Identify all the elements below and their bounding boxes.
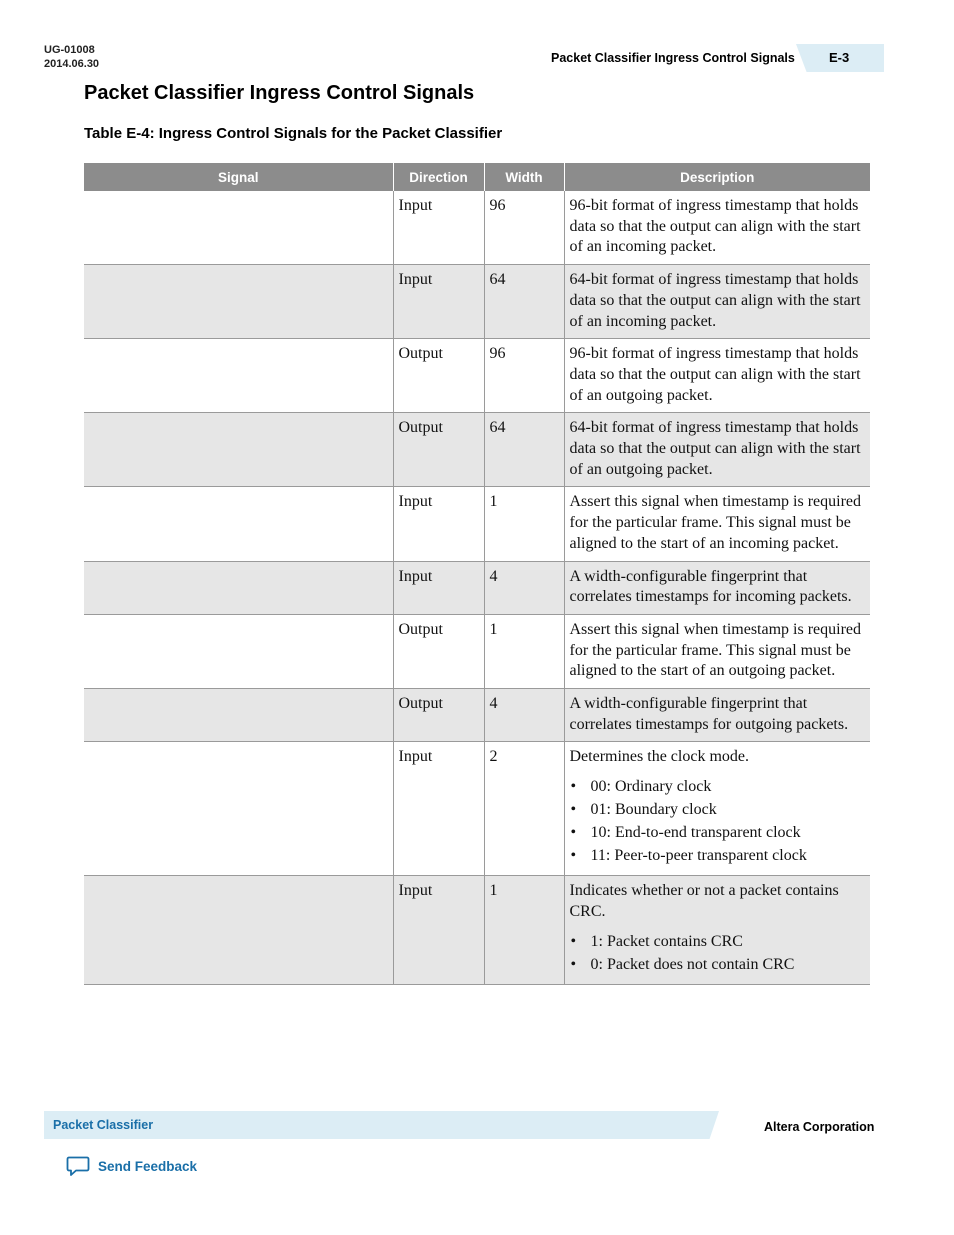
- width-cell: 4: [484, 561, 564, 614]
- signal-cell: [84, 876, 393, 984]
- document-id-block: [44, 43, 99, 71]
- description-text: 64-bit format of ingress timestamp that holds data so that the output can align with the start of an outgoing packet.: [569, 419, 861, 478]
- description-bullet: • 1: Packet contains CRC: [570, 932, 866, 953]
- description-cell: [564, 339, 870, 413]
- description-cell: [564, 614, 870, 688]
- description-bullet: • 10: End-to-end transparent clock: [570, 823, 866, 844]
- signals-table: [84, 163, 870, 985]
- signal-cell: [84, 191, 393, 265]
- description-text: A width-configurable fingerprint that correlates timestamps for incoming packets.: [569, 567, 852, 606]
- table-row: [84, 561, 870, 614]
- direction-cell: Output: [393, 614, 484, 688]
- description-cell: [564, 413, 870, 487]
- description-cell: [564, 689, 870, 742]
- description-bullet-list: [570, 932, 866, 976]
- width-cell: 96: [484, 191, 564, 265]
- description-text: 96-bit format of ingress timestamp that holds data so that the output can align with the start of an incoming packet.: [569, 197, 861, 256]
- direction-cell: Input: [393, 191, 484, 265]
- description-cell: [564, 742, 870, 876]
- description-text: Indicates whether or not a packet contains CRC.: [569, 882, 839, 920]
- description-text: Assert this signal when timestamp is required for the particular frame. This signal must be aligned to the start of an outgoing packet.: [569, 620, 862, 680]
- description-text: 96-bit format of ingress timestamp that holds data so that the output can align with the start of an outgoing packet.: [569, 345, 861, 404]
- send-feedback-link[interactable]: [66, 1155, 197, 1177]
- section-title: Packet Classifier Ingress Control Signals: [84, 82, 475, 104]
- table-row: [84, 265, 870, 339]
- direction-cell: Input: [393, 265, 484, 339]
- table-row: [84, 191, 870, 265]
- column-header-direction: Direction: [393, 163, 484, 191]
- description-bullet: • 00: Ordinary clock: [570, 777, 866, 798]
- direction-cell: Input: [393, 742, 484, 876]
- table-row: [84, 487, 870, 561]
- description-bullet: • 11: Peer-to-peer transparent clock: [570, 846, 866, 867]
- table-row: [84, 413, 870, 487]
- table-row: [84, 876, 870, 984]
- description-cell: [564, 876, 870, 984]
- table-caption: Table E-4: Ingress Control Signals for the Packet Classifier: [84, 125, 503, 142]
- document-id: UG-01008: [44, 44, 95, 56]
- direction-cell: Output: [393, 689, 484, 742]
- description-cell: [564, 191, 870, 265]
- description-bullet-list: [570, 777, 866, 867]
- description-text: 64-bit format of ingress timestamp that holds data so that the output can align with the start of an incoming packet.: [569, 271, 861, 330]
- signal-cell: [84, 487, 393, 561]
- width-cell: 96: [484, 339, 564, 413]
- width-cell: 1: [484, 876, 564, 984]
- document-date: 2014.06.30: [44, 58, 100, 70]
- direction-cell: Output: [393, 339, 484, 413]
- description-cell: [564, 487, 870, 561]
- signal-cell: [84, 689, 393, 742]
- table-row: [84, 614, 870, 688]
- table-row: [84, 339, 870, 413]
- direction-cell: Input: [393, 876, 484, 984]
- table-row: [84, 689, 870, 742]
- direction-cell: Output: [393, 413, 484, 487]
- width-cell: 64: [484, 265, 564, 339]
- running-header-title: Packet Classifier Ingress Control Signals: [551, 51, 795, 65]
- direction-cell: Input: [393, 487, 484, 561]
- column-header-description: Description: [564, 163, 870, 191]
- table-row: [84, 742, 870, 876]
- width-cell: 1: [484, 487, 564, 561]
- signal-cell: [84, 742, 393, 876]
- signal-cell: [84, 614, 393, 688]
- column-header-width: Width: [484, 163, 564, 191]
- description-text: Assert this signal when timestamp is required for the particular frame. This signal must be aligned to the start of an incoming packet.: [569, 493, 862, 552]
- footer-section-link[interactable]: Packet Classifier: [53, 1118, 154, 1132]
- send-feedback-label: Send Feedback: [98, 1158, 198, 1174]
- signal-cell: [84, 265, 393, 339]
- width-cell: 4: [484, 689, 564, 742]
- signal-cell: [84, 413, 393, 487]
- table-header-row: [84, 163, 870, 191]
- page-number: E-3: [829, 50, 850, 65]
- description-bullet: • 0: Packet does not contain CRC: [570, 955, 866, 976]
- width-cell: 1: [484, 614, 564, 688]
- speech-bubble-icon: [66, 1155, 90, 1177]
- footer-company: Altera Corporation: [764, 1120, 875, 1134]
- description-text: Determines the clock mode.: [569, 748, 749, 766]
- width-cell: 64: [484, 413, 564, 487]
- description-cell: [564, 265, 870, 339]
- description-text: A width-configurable fingerprint that correlates timestamps for outgoing packets.: [569, 695, 849, 733]
- signal-cell: [84, 561, 393, 614]
- width-cell: 2: [484, 742, 564, 876]
- description-cell: [564, 561, 870, 614]
- description-bullet: • 01: Boundary clock: [570, 800, 866, 821]
- signal-cell: [84, 339, 393, 413]
- column-header-signal: Signal: [84, 163, 393, 191]
- table-body: [84, 191, 870, 984]
- direction-cell: Input: [393, 561, 484, 614]
